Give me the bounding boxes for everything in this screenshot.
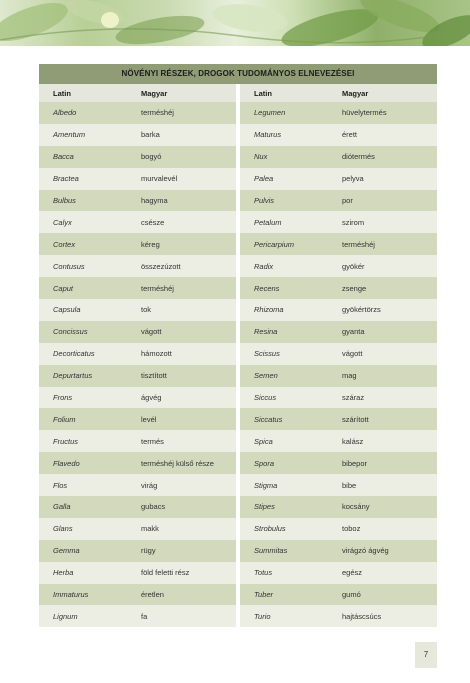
table-row xyxy=(39,540,236,562)
table-row xyxy=(39,496,236,518)
magyar-term: mag xyxy=(342,371,357,381)
latin-term: Galla xyxy=(53,502,71,512)
magyar-term: gumó xyxy=(342,590,361,600)
latin-term: Nux xyxy=(254,152,268,162)
magyar-term: hagyma xyxy=(141,196,168,205)
table-row xyxy=(240,190,437,212)
latin-term: Tuber xyxy=(254,590,274,600)
latin-term: Flos xyxy=(53,480,68,490)
magyar-term: vágott xyxy=(342,349,363,359)
header-latin: Latin xyxy=(254,88,272,98)
latin-term: Strobulus xyxy=(254,524,286,534)
page-number: 7 xyxy=(415,642,437,668)
table-row xyxy=(240,562,437,584)
table-row xyxy=(240,102,437,124)
table-row xyxy=(39,584,236,606)
latin-term: Palea xyxy=(254,174,274,184)
magyar-term: kéreg xyxy=(141,239,160,249)
latin-term: Concissus xyxy=(53,327,88,337)
magyar-term: érett xyxy=(342,130,358,140)
table-row xyxy=(240,408,437,430)
table-row xyxy=(240,496,437,518)
magyar-term: tisztított xyxy=(141,371,167,381)
magyar-term: barka xyxy=(141,130,160,140)
magyar-term: vágott xyxy=(141,327,162,337)
table-row xyxy=(240,605,437,627)
latin-term: Resina xyxy=(254,327,278,337)
table-row xyxy=(240,387,437,409)
latin-term: Pulvis xyxy=(254,196,275,205)
latin-term: Bractea xyxy=(53,174,79,184)
table-row xyxy=(240,365,437,387)
latin-term: Gemma xyxy=(53,546,80,556)
right-column xyxy=(240,84,437,627)
latin-term: Turio xyxy=(254,611,271,621)
magyar-term: fa xyxy=(141,611,148,621)
magyar-term: gyökér xyxy=(342,261,365,271)
latin-term: Bulbus xyxy=(53,196,76,205)
table-row xyxy=(39,562,236,584)
table-row xyxy=(39,233,236,255)
magyar-term: gyökértörzs xyxy=(342,305,381,315)
magyar-term: rügy xyxy=(141,546,156,556)
latin-term: Immaturus xyxy=(53,590,89,600)
table-title: NÖVÉNYI RÉSZEK, DROGOK TUDOMÁNYOS ELNEVEZÉSEI xyxy=(39,64,437,84)
table-row xyxy=(240,474,437,496)
magyar-term: kalász xyxy=(342,436,364,446)
table-row xyxy=(240,518,437,540)
header-latin: Latin xyxy=(53,88,71,98)
magyar-term: murvalevél xyxy=(141,174,178,184)
latin-term: Scissus xyxy=(254,349,280,359)
plant-parts-table xyxy=(39,64,437,627)
table-row xyxy=(240,233,437,255)
latin-term: Totus xyxy=(254,568,273,578)
table-row xyxy=(240,211,437,233)
magyar-term: összezúzott xyxy=(141,261,181,271)
table-row xyxy=(39,190,236,212)
latin-term: Legumen xyxy=(254,108,286,118)
magyar-term: ágvég xyxy=(141,393,162,403)
magyar-term: hámozott xyxy=(141,349,172,359)
latin-term: Lignum xyxy=(53,611,78,621)
magyar-term: pelyva xyxy=(342,174,364,184)
magyar-term: makk xyxy=(141,524,159,534)
leaf-banner-image xyxy=(0,0,470,46)
magyar-term: gyanta xyxy=(342,327,365,337)
magyar-term: egész xyxy=(342,568,363,578)
magyar-term: bibepor xyxy=(342,458,368,468)
magyar-term: diótermés xyxy=(342,152,375,162)
table-row xyxy=(240,168,437,190)
table-row xyxy=(240,277,437,299)
latin-term: Herba xyxy=(53,568,74,578)
latin-term: Bacca xyxy=(53,152,74,162)
magyar-term: terméshéj xyxy=(342,239,375,249)
magyar-term: hüvelytermés xyxy=(342,108,387,118)
table-row xyxy=(240,146,437,168)
table-row xyxy=(39,124,236,146)
latin-term: Folium xyxy=(53,414,76,424)
table-row xyxy=(39,474,236,496)
table-row xyxy=(39,452,236,474)
magyar-term: terméshéj xyxy=(141,283,174,293)
table-row xyxy=(39,168,236,190)
table-row xyxy=(240,321,437,343)
table-row xyxy=(39,387,236,409)
latin-term: Pericarpium xyxy=(254,239,295,249)
magyar-term: éretlen xyxy=(141,590,164,600)
magyar-term: száraz xyxy=(342,393,365,403)
magyar-term: bibe xyxy=(342,480,357,490)
magyar-term: termés xyxy=(141,436,164,446)
table-row xyxy=(39,518,236,540)
latin-term: Depurtartus xyxy=(53,371,93,381)
table-row xyxy=(39,365,236,387)
magyar-term: toboz xyxy=(342,524,361,534)
latin-term: Contusus xyxy=(53,261,85,271)
header-row xyxy=(240,84,437,102)
magyar-term: zsenge xyxy=(342,283,367,293)
table-row xyxy=(39,321,236,343)
latin-term: Frons xyxy=(53,393,73,403)
magyar-term: szárított xyxy=(342,414,369,424)
table-row xyxy=(240,299,437,321)
magyar-term: terméshéj xyxy=(141,108,174,118)
magyar-term: bogyó xyxy=(141,152,162,162)
magyar-term: levél xyxy=(141,414,157,424)
table-row xyxy=(240,540,437,562)
latin-term: Maturus xyxy=(254,130,282,140)
latin-term: Summitas xyxy=(254,546,288,556)
table-row xyxy=(240,343,437,365)
latin-term: Calyx xyxy=(53,217,72,227)
magyar-term: virág xyxy=(141,480,158,490)
magyar-term: tok xyxy=(141,305,152,315)
magyar-term: virágzó ágvég xyxy=(342,546,389,556)
latin-term: Flavedo xyxy=(53,458,80,468)
latin-term: Caput xyxy=(53,283,74,293)
table-row xyxy=(39,146,236,168)
latin-term: Radix xyxy=(254,261,274,271)
table-row xyxy=(39,430,236,452)
table-row xyxy=(240,430,437,452)
table-row xyxy=(240,452,437,474)
magyar-term: kocsány xyxy=(342,502,370,512)
latin-term: Stipes xyxy=(254,502,275,512)
table-row xyxy=(39,211,236,233)
latin-term: Decorticatus xyxy=(53,349,95,359)
table-row xyxy=(240,255,437,277)
latin-term: Cortex xyxy=(53,239,76,249)
latin-term: Siccatus xyxy=(254,414,283,424)
latin-term: Fructus xyxy=(53,436,79,446)
latin-term: Recens xyxy=(254,283,280,293)
latin-term: Petalum xyxy=(254,217,282,227)
latin-term: Semen xyxy=(254,371,278,381)
header-row xyxy=(39,84,236,102)
latin-term: Spora xyxy=(254,458,275,468)
magyar-term: csésze xyxy=(141,217,165,227)
latin-term: Spica xyxy=(254,436,273,446)
header-magyar: Magyar xyxy=(342,88,369,98)
magyar-term: gubacs xyxy=(141,502,166,512)
latin-term: Capsula xyxy=(53,305,81,315)
latin-term: Albedo xyxy=(53,108,77,118)
table-row xyxy=(39,277,236,299)
table-row xyxy=(39,343,236,365)
latin-term: Stigma xyxy=(254,480,278,490)
magyar-term: szirom xyxy=(342,217,365,227)
magyar-term: por xyxy=(342,196,353,205)
table-row xyxy=(240,584,437,606)
latin-term: Rhizoma xyxy=(254,305,284,315)
magyar-term: terméshéj külső része xyxy=(141,458,214,468)
magyar-term: föld feletti rész xyxy=(141,568,190,578)
table-row xyxy=(39,408,236,430)
magyar-term: hajtáscsúcs xyxy=(342,611,382,621)
header-magyar: Magyar xyxy=(141,88,168,98)
latin-term: Glans xyxy=(53,524,73,534)
latin-term: Amentum xyxy=(53,130,86,140)
table-row xyxy=(39,605,236,627)
table-row xyxy=(39,299,236,321)
left-column xyxy=(39,84,236,627)
latin-term: Siccus xyxy=(254,393,277,403)
table-row xyxy=(240,124,437,146)
table-row xyxy=(39,102,236,124)
table-row xyxy=(39,255,236,277)
